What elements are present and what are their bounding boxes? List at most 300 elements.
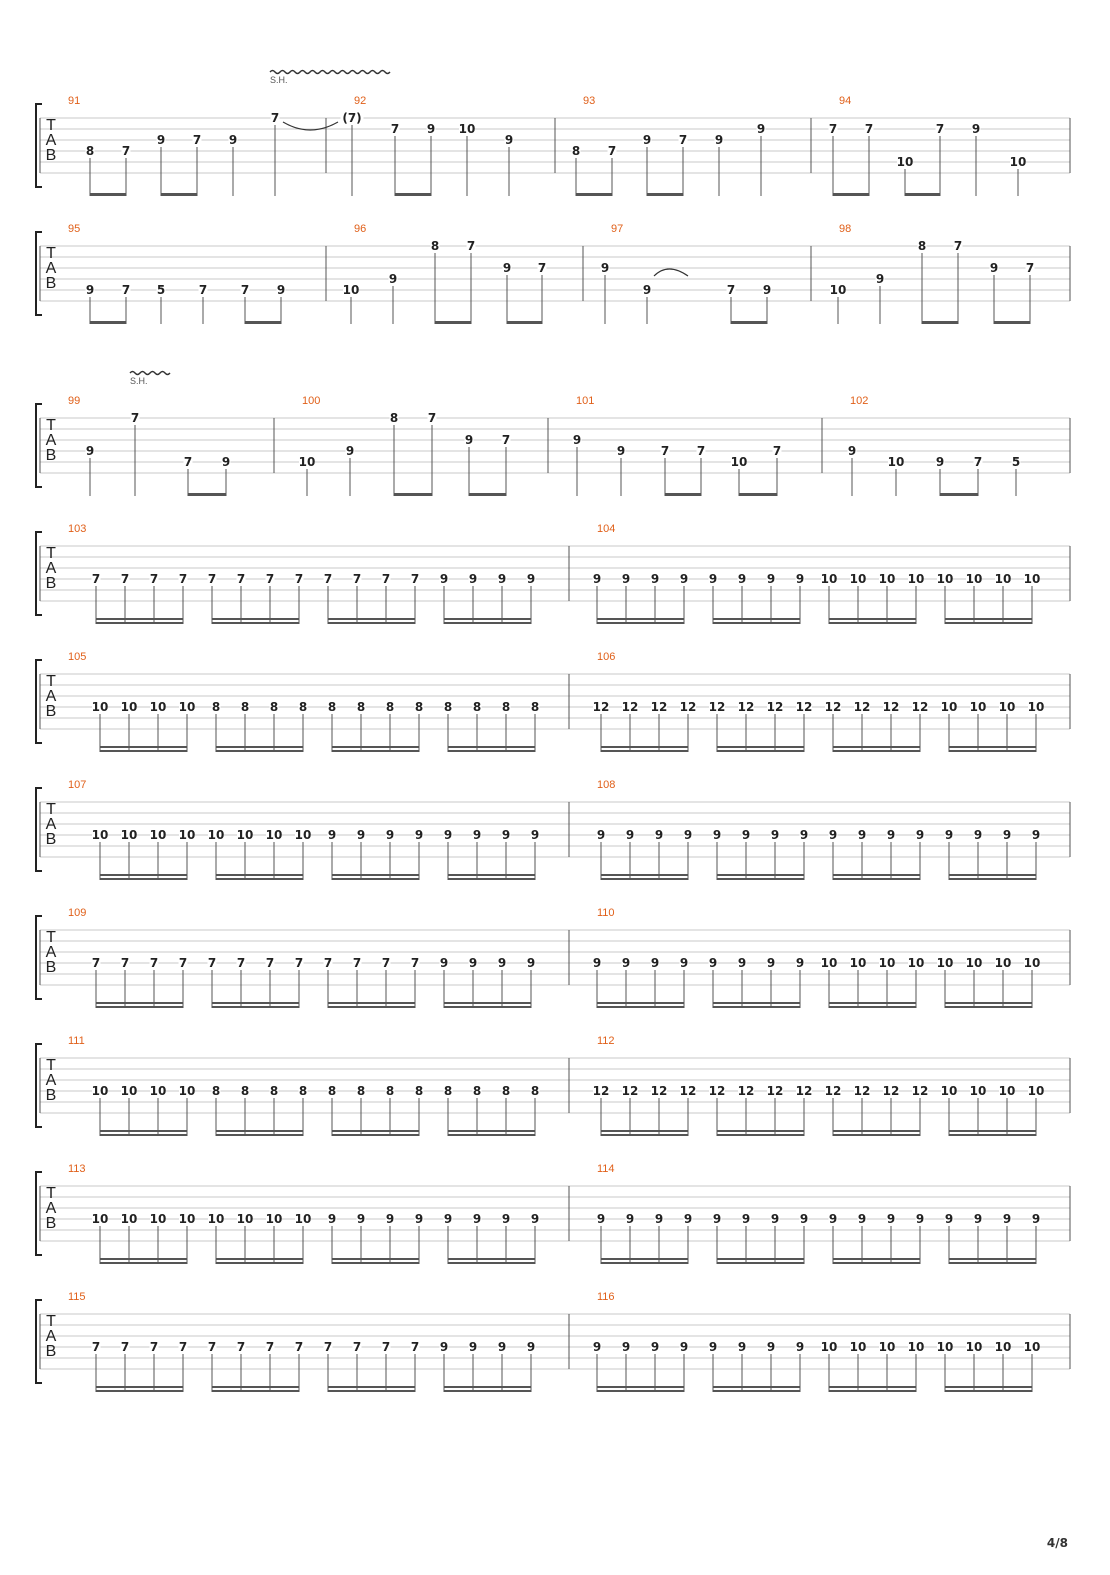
system-6-beam: [717, 878, 804, 880]
system-5-beam: [448, 750, 535, 752]
system-8-fret-number: 12: [853, 1084, 871, 1098]
system-1-fret-number: 9: [426, 122, 436, 136]
system-3-fret-number: 9: [935, 455, 945, 469]
system-5-fret-number: 12: [621, 700, 639, 714]
system-5-beam: [332, 746, 419, 748]
system-6-fret-number: 9: [472, 828, 482, 842]
system-7-fret-number: 7: [207, 956, 217, 970]
tie-mark: [654, 269, 688, 276]
system-7-fret-number: 10: [849, 956, 867, 970]
system-1-measure-number: 94: [839, 95, 852, 107]
system-4-fret-number: 10: [878, 572, 896, 586]
system-8-fret-number: 8: [414, 1084, 424, 1098]
system-9-fret-number: 10: [236, 1212, 254, 1226]
system-6-beam: [833, 878, 920, 880]
system-5-fret-number: 8: [356, 700, 366, 714]
system-5-fret-number: 10: [91, 700, 109, 714]
system-4-tab-clef-letter: B: [45, 575, 57, 592]
system-7-fret-number: 9: [737, 956, 747, 970]
system-9-beam: [100, 1258, 187, 1260]
system-1-beam: [833, 193, 869, 196]
system-4-fret-number: 7: [323, 572, 333, 586]
system-3-fret-number: 9: [847, 444, 857, 458]
system-4-fret-number: 7: [120, 572, 130, 586]
system-6-fret-number: 9: [327, 828, 337, 842]
system-8-fret-number: 10: [1027, 1084, 1045, 1098]
system-8-fret-number: 12: [824, 1084, 842, 1098]
system-2-measure-number: 96: [354, 223, 367, 235]
system-5-beam: [216, 746, 303, 748]
system-10-measure-number: 115: [68, 1291, 86, 1303]
system-7-beam: [713, 1006, 800, 1008]
system-4-beam: [829, 622, 916, 624]
system-9-beam: [717, 1258, 804, 1260]
system-3-fret-number: 7: [660, 444, 670, 458]
system-10-fret-number: 9: [795, 1340, 805, 1354]
system-4-beam: [212, 618, 299, 620]
system-1-fret-number: 10: [458, 122, 476, 136]
system-2-tab-clef-letter: B: [45, 275, 57, 292]
system-9-beam: [332, 1262, 419, 1264]
system-5-beam: [949, 746, 1036, 748]
system-9-fret-number: 9: [356, 1212, 366, 1226]
system-6-fret-number: 9: [741, 828, 751, 842]
system-5-fret-number: 12: [650, 700, 668, 714]
system-7-fret-number: 10: [907, 956, 925, 970]
system-8-fret-number: 10: [940, 1084, 958, 1098]
system-6-fret-number: 10: [236, 828, 254, 842]
system-1-fret-number: 9: [504, 133, 514, 147]
system-9-beam: [216, 1262, 303, 1264]
system-10-fret-number: 9: [650, 1340, 660, 1354]
system-6-beam: [100, 874, 187, 876]
slide-harmonic-label: S.H.: [130, 376, 148, 386]
system-2-tab-clef-letter: A: [45, 260, 57, 277]
system-3-fret-number: 7: [772, 444, 782, 458]
system-3-fret-number: 10: [298, 455, 316, 469]
system-5-beam: [601, 750, 688, 752]
system-8-beam: [448, 1130, 535, 1132]
system-3-fret-number: 9: [221, 455, 231, 469]
system-9-fret-number: 9: [712, 1212, 722, 1226]
system-8-fret-number: 8: [269, 1084, 279, 1098]
system-10-tab-clef-letter: A: [45, 1328, 57, 1345]
system-2-fret-number: 7: [1025, 261, 1035, 275]
system-8-fret-number: 10: [998, 1084, 1016, 1098]
system-6-beam: [949, 878, 1036, 880]
system-5-system-bracket: [36, 660, 42, 743]
system-10-beam: [597, 1386, 684, 1388]
system-2-beam: [994, 321, 1030, 324]
system-3-system-bracket: [36, 404, 42, 487]
system-5-beam: [100, 746, 187, 748]
system-5-tab-clef-letter: T: [46, 673, 56, 690]
system-5-fret-number: 8: [327, 700, 337, 714]
system-5-tab-clef-letter: B: [45, 703, 57, 720]
system-10-fret-number: 9: [621, 1340, 631, 1354]
system-8-fret-number: 12: [679, 1084, 697, 1098]
system-4-fret-number: 9: [795, 572, 805, 586]
system-4-fret-number: 7: [149, 572, 159, 586]
system-9-beam: [717, 1262, 804, 1264]
system-9-tab-clef-letter: B: [45, 1215, 57, 1232]
system-3-tab-clef-letter: A: [45, 432, 57, 449]
system-6-beam: [216, 878, 303, 880]
system-5-fret-number: 12: [795, 700, 813, 714]
system-7-fret-number: 9: [708, 956, 718, 970]
system-7-fret-number: 9: [679, 956, 689, 970]
system-2-fret-number: 7: [121, 283, 131, 297]
system-5-fret-number: 10: [969, 700, 987, 714]
system-6-fret-number: 9: [915, 828, 925, 842]
system-1-beam: [647, 193, 683, 196]
system-1-tab-clef-letter: A: [45, 132, 57, 149]
system-10-beam: [444, 1386, 531, 1388]
system-9-fret-number: 9: [741, 1212, 751, 1226]
system-3-fret-number: 7: [973, 455, 983, 469]
system-6-fret-number: 9: [1002, 828, 1012, 842]
system-8-beam: [833, 1134, 920, 1136]
system-5-fret-number: 12: [592, 700, 610, 714]
system-7-beam: [945, 1002, 1032, 1004]
system-5-fret-number: 8: [269, 700, 279, 714]
system-9-fret-number: 9: [886, 1212, 896, 1226]
system-1-fret-number: 9: [228, 133, 238, 147]
system-6-beam: [448, 874, 535, 876]
system-2-beam: [731, 321, 767, 324]
system-5-beam: [100, 750, 187, 752]
system-9-fret-number: 9: [385, 1212, 395, 1226]
system-4-beam: [945, 618, 1032, 620]
system-2-fret-number: 9: [276, 283, 286, 297]
system-3-beam: [940, 493, 978, 496]
system-6-fret-number: 9: [886, 828, 896, 842]
system-4-beam: [829, 618, 916, 620]
system-4-fret-number: 9: [621, 572, 631, 586]
system-4-fret-number: 10: [936, 572, 954, 586]
system-9-fret-number: 9: [414, 1212, 424, 1226]
system-9-fret-number: 9: [915, 1212, 925, 1226]
system-10-beam: [713, 1386, 800, 1388]
system-4-fret-number: 7: [236, 572, 246, 586]
system-8-fret-number: 8: [443, 1084, 453, 1098]
system-1-tab-clef-letter: B: [45, 147, 57, 164]
system-10-beam: [945, 1390, 1032, 1392]
system-9-system-bracket: [36, 1172, 42, 1255]
system-10-fret-number: 9: [708, 1340, 718, 1354]
system-3-beam: [394, 493, 432, 496]
system-2-measure-number: 97: [611, 223, 624, 235]
system-8-tab-clef-letter: A: [45, 1072, 57, 1089]
system-2-fret-number: 9: [642, 283, 652, 297]
system-8-fret-number: 8: [211, 1084, 221, 1098]
system-7-fret-number: 7: [178, 956, 188, 970]
system-1-fret-number: 8: [85, 144, 95, 158]
system-1-fret-number: 7: [192, 133, 202, 147]
page-number: 4/8: [1046, 1536, 1068, 1550]
system-3-beam: [188, 493, 226, 496]
system-4-fret-number: 7: [352, 572, 362, 586]
system-7-fret-number: 10: [936, 956, 954, 970]
system-3-beam: [665, 493, 701, 496]
system-4-fret-number: 7: [178, 572, 188, 586]
system-8-fret-number: 8: [530, 1084, 540, 1098]
system-4-fret-number: 9: [439, 572, 449, 586]
system-2-fret-number: 7: [240, 283, 250, 297]
system-10-fret-number: 7: [323, 1340, 333, 1354]
system-10-fret-number: 7: [91, 1340, 101, 1354]
system-1-fret-number: 10: [1009, 155, 1027, 169]
system-8-beam: [601, 1134, 688, 1136]
system-5-fret-number: 12: [853, 700, 871, 714]
system-4-fret-number: 9: [497, 572, 507, 586]
system-3-tab-clef-letter: T: [46, 417, 56, 434]
system-6-fret-number: 9: [799, 828, 809, 842]
system-2-fret-number: 7: [726, 283, 736, 297]
system-7-fret-number: 7: [323, 956, 333, 970]
system-5-fret-number: 8: [385, 700, 395, 714]
system-5-fret-number: 8: [501, 700, 511, 714]
system-4-beam: [212, 622, 299, 624]
system-1-fret-number: 7: [121, 144, 131, 158]
system-4-beam: [945, 622, 1032, 624]
system-6-beam: [601, 874, 688, 876]
system-5-fret-number: 12: [911, 700, 929, 714]
system-7-fret-number: 9: [526, 956, 536, 970]
system-4-system-bracket: [36, 532, 42, 615]
system-8-fret-number: 8: [472, 1084, 482, 1098]
system-4-fret-number: 7: [91, 572, 101, 586]
slide-harmonic-wave: [130, 372, 170, 375]
system-1-tab-clef-letter: T: [46, 117, 56, 134]
system-5-beam: [949, 750, 1036, 752]
system-7-fret-number: 7: [294, 956, 304, 970]
slide-harmonic-label: S.H.: [270, 75, 288, 85]
system-9-fret-number: 10: [294, 1212, 312, 1226]
system-1-fret-number: 9: [714, 133, 724, 147]
system-7-fret-number: 7: [265, 956, 275, 970]
system-2-beam: [922, 321, 958, 324]
system-5-fret-number: 10: [149, 700, 167, 714]
system-4-fret-number: 9: [526, 572, 536, 586]
system-6-fret-number: 9: [596, 828, 606, 842]
system-10-beam: [444, 1390, 531, 1392]
system-9-fret-number: 9: [530, 1212, 540, 1226]
system-3-fret-number: 8: [389, 411, 399, 425]
system-6-beam: [833, 874, 920, 876]
system-1-fret-number: 7: [390, 122, 400, 136]
system-6-fret-number: 10: [91, 828, 109, 842]
system-6-beam: [332, 878, 419, 880]
system-6-fret-number: 10: [294, 828, 312, 842]
system-7-fret-number: 9: [439, 956, 449, 970]
system-7-beam: [328, 1006, 415, 1008]
system-2-fret-number: 9: [989, 261, 999, 275]
system-1-fret-number: 9: [156, 133, 166, 147]
system-6-beam: [332, 874, 419, 876]
system-9-fret-number: 9: [501, 1212, 511, 1226]
system-8-beam: [949, 1134, 1036, 1136]
system-1-beam: [395, 193, 431, 196]
system-5-fret-number: 12: [737, 700, 755, 714]
system-8-beam: [949, 1130, 1036, 1132]
system-5-beam: [332, 750, 419, 752]
system-6-tab-clef-letter: B: [45, 831, 57, 848]
system-5-fret-number: 8: [211, 700, 221, 714]
system-7-fret-number: 10: [1023, 956, 1041, 970]
system-4-tab-clef-letter: A: [45, 560, 57, 577]
system-8-beam: [717, 1130, 804, 1132]
system-5-fret-number: 8: [443, 700, 453, 714]
system-8-tab-clef-letter: B: [45, 1087, 57, 1104]
system-1-fret-number: 8: [571, 144, 581, 158]
system-5-beam: [216, 750, 303, 752]
system-4-fret-number: 10: [1023, 572, 1041, 586]
system-2-tab-clef-letter: T: [46, 245, 56, 262]
system-10-system-bracket: [36, 1300, 42, 1383]
slide-harmonic-wave: [270, 71, 390, 74]
system-8-beam: [100, 1130, 187, 1132]
system-9-beam: [448, 1262, 535, 1264]
system-10-fret-number: 7: [265, 1340, 275, 1354]
system-8-beam: [332, 1134, 419, 1136]
system-6-tab-clef-letter: A: [45, 816, 57, 833]
system-6-fret-number: 9: [973, 828, 983, 842]
system-4-measure-number: 104: [597, 523, 616, 535]
system-2-system-bracket: [36, 232, 42, 315]
system-10-beam: [212, 1386, 299, 1388]
system-7-beam: [829, 1006, 916, 1008]
system-4-fret-number: 9: [468, 572, 478, 586]
system-5-fret-number: 8: [414, 700, 424, 714]
system-6-fret-number: 9: [944, 828, 954, 842]
system-8-fret-number: 10: [178, 1084, 196, 1098]
system-9-fret-number: 9: [770, 1212, 780, 1226]
system-1-beam: [905, 193, 940, 196]
system-6-beam: [216, 874, 303, 876]
system-4-fret-number: 9: [592, 572, 602, 586]
system-9-fret-number: 9: [944, 1212, 954, 1226]
system-6-measure-number: 107: [68, 779, 87, 791]
system-5-fret-number: 8: [240, 700, 250, 714]
system-3-measure-number: 100: [302, 395, 321, 407]
system-6-beam: [717, 874, 804, 876]
system-1-fret-number: 9: [642, 133, 652, 147]
system-4-fret-number: 9: [708, 572, 718, 586]
system-9-fret-number: 10: [120, 1212, 138, 1226]
system-6-fret-number: 9: [654, 828, 664, 842]
system-4-fret-number: 9: [737, 572, 747, 586]
system-10-beam: [328, 1386, 415, 1388]
system-3-fret-number: 9: [464, 433, 474, 447]
system-1-measure-number: 92: [354, 95, 367, 107]
system-6-fret-number: 9: [1031, 828, 1041, 842]
system-9-fret-number: 10: [207, 1212, 225, 1226]
system-6-system-bracket: [36, 788, 42, 871]
system-4-beam: [444, 622, 531, 624]
system-7-beam: [945, 1006, 1032, 1008]
system-3-fret-number: 5: [1011, 455, 1021, 469]
system-9-fret-number: 9: [596, 1212, 606, 1226]
system-2-fret-number: 8: [430, 239, 440, 253]
system-7-fret-number: 10: [965, 956, 983, 970]
system-8-tab-clef-letter: T: [46, 1057, 56, 1074]
system-10-fret-number: 9: [526, 1340, 536, 1354]
system-2-fret-number: 9: [388, 272, 398, 286]
system-7-fret-number: 7: [381, 956, 391, 970]
system-7-fret-number: 7: [91, 956, 101, 970]
system-10-fret-number: 10: [878, 1340, 896, 1354]
system-1-fret-number: 9: [971, 122, 981, 136]
system-10-fret-number: 7: [207, 1340, 217, 1354]
system-3-fret-number: 9: [85, 444, 95, 458]
system-4-fret-number: 10: [849, 572, 867, 586]
system-8-fret-number: 8: [298, 1084, 308, 1098]
system-9-beam: [601, 1258, 688, 1260]
system-4-beam: [597, 618, 684, 620]
system-10-measure-number: 116: [597, 1291, 615, 1303]
system-10-beam: [829, 1390, 916, 1392]
system-5-fret-number: 8: [298, 700, 308, 714]
system-6-beam: [448, 878, 535, 880]
system-7-fret-number: 10: [820, 956, 838, 970]
system-10-beam: [328, 1390, 415, 1392]
system-4-beam: [96, 622, 183, 624]
system-4-fret-number: 10: [994, 572, 1012, 586]
system-10-fret-number: 9: [592, 1340, 602, 1354]
system-5-measure-number: 105: [68, 651, 87, 663]
system-3-measure-number: 101: [576, 395, 595, 407]
system-8-fret-number: 8: [501, 1084, 511, 1098]
system-10-beam: [212, 1390, 299, 1392]
system-7-system-bracket: [36, 916, 42, 999]
system-5-fret-number: 12: [766, 700, 784, 714]
system-10-fret-number: 9: [439, 1340, 449, 1354]
system-7-beam: [96, 1006, 183, 1008]
system-8-fret-number: 12: [766, 1084, 784, 1098]
system-10-beam: [597, 1390, 684, 1392]
system-3-fret-number: 9: [572, 433, 582, 447]
system-6-fret-number: 10: [207, 828, 225, 842]
system-2-beam: [90, 321, 126, 324]
system-10-beam: [96, 1390, 183, 1392]
system-10-tab-clef-letter: B: [45, 1343, 57, 1360]
system-8-fret-number: 12: [650, 1084, 668, 1098]
system-8-measure-number: 112: [597, 1035, 615, 1047]
system-8-fret-number: 8: [240, 1084, 250, 1098]
system-5-fret-number: 12: [708, 700, 726, 714]
system-9-beam: [949, 1258, 1036, 1260]
system-9-beam: [216, 1258, 303, 1260]
system-10-fret-number: 7: [149, 1340, 159, 1354]
system-7-fret-number: 7: [410, 956, 420, 970]
system-5-fret-number: 10: [1027, 700, 1045, 714]
system-10-fret-number: 7: [236, 1340, 246, 1354]
system-10-fret-number: 10: [1023, 1340, 1041, 1354]
system-1-fret-number: 10: [896, 155, 914, 169]
system-7-fret-number: 9: [650, 956, 660, 970]
system-9-fret-number: 9: [973, 1212, 983, 1226]
system-2-fret-number: 9: [875, 272, 885, 286]
system-2-beam: [435, 321, 471, 324]
system-4-beam: [597, 622, 684, 624]
system-9-beam: [448, 1258, 535, 1260]
system-7-fret-number: 9: [592, 956, 602, 970]
system-4-fret-number: 10: [965, 572, 983, 586]
system-8-fret-number: 12: [795, 1084, 813, 1098]
system-2-fret-number: 9: [502, 261, 512, 275]
system-7-beam: [212, 1006, 299, 1008]
